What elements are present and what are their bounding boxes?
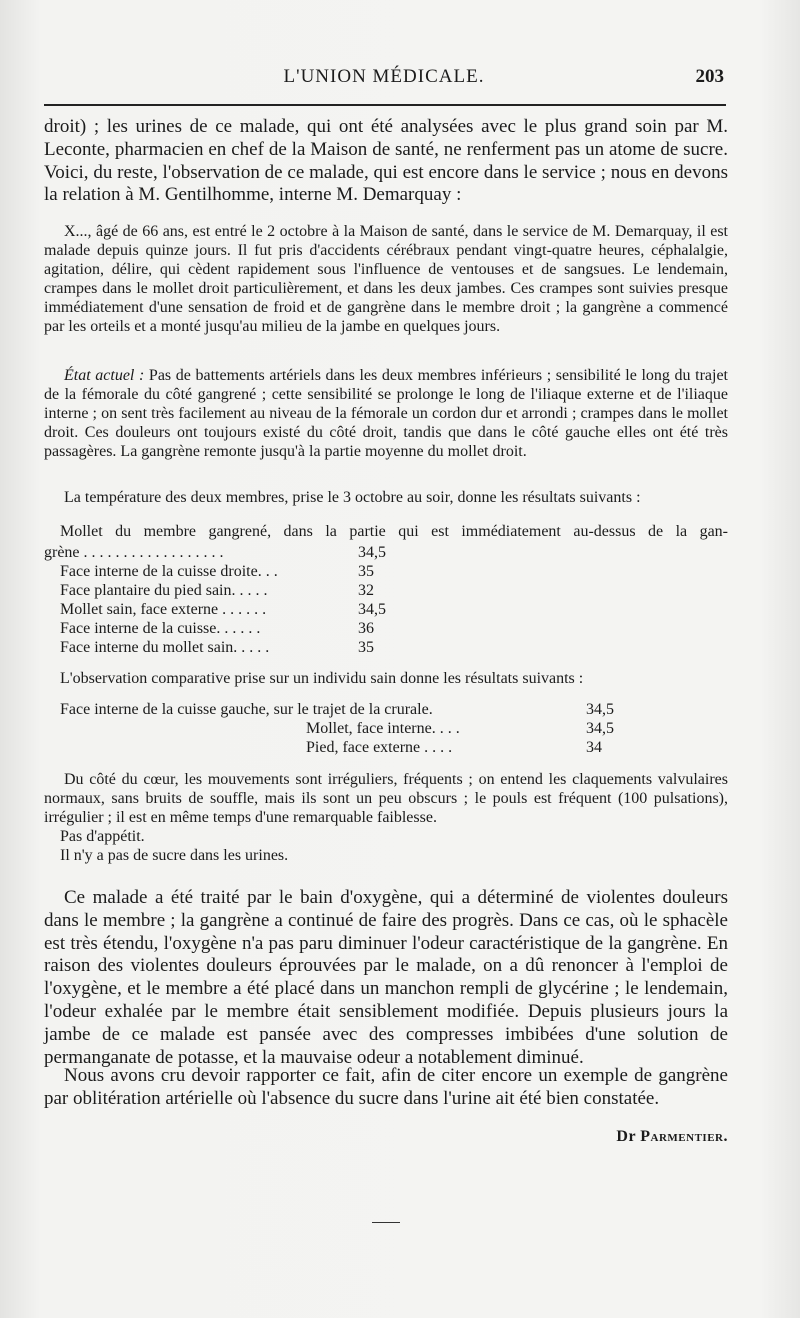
comparative-label-2: Mollet, face interne. . . . [306,720,460,737]
heart-paragraph: Du côté du cœur, les mouvements sont irréguliers, fréquents ; on entend les claquements valvulaires normaux, sans bruits de souffle, mais ils sont un peu obscurs ; le pouls est fréquent (100 pulsations), irrégulier ; il est en même temps d'une remarquable faiblesse. [44,771,728,826]
intro-block [44,116,728,207]
closing-rule [372,1222,400,1223]
measurement-label-3: Face plantaire du pied sain. . . . . [60,582,268,599]
etat-paragraph [44,366,728,461]
measurement-value-4: 34,5 [358,601,386,618]
measurement-value-2: 35 [358,563,374,580]
page-number: 203 [695,66,724,87]
conclusion-block [44,1065,728,1111]
measurement-value-1: 34,5 [358,544,386,561]
intro-paragraph: droit) ; les urines de ce malade, qui ont été analysées avec le plus grand soin par M. Leconte, pharmacien en chef de la Maison de santé, ne renferment pas un atome de sucre. Voici, du reste, l'observation de ce malade, qui est encore dans le service ; nous en devons la relation à M. Gentilhomme, interne M. Demarquay : [44,116,728,206]
appetite-line: Pas d'appétit. [60,828,145,845]
measurement-label-5: Face interne de la cuisse. . . . . . [60,620,261,637]
measurement-value-3: 32 [358,582,374,599]
measurement-label-6: Face interne du mollet sain. . . . . [60,639,270,656]
treatment-block [44,887,728,1069]
signature-prefix: Dr [616,1128,636,1145]
sugar-line: Il n'y a pas de sucre dans les urines. [60,847,289,864]
heart-block [44,770,728,827]
journal-title: L'UNION MÉDICALE. [283,66,485,87]
etat-text: Pas de battements artériels dans les deux membres inférieurs ; sensibilité le long du trajet de la fémorale du côté gangrené ; cette sensibilité se prolonge le long de l'iliaque externe et de l'iliaque interne ; on sent très facilement au niveau de la fémorale un cordon dur et arrondi ; crampes dans le mollet droit. Ces douleurs ont toujours existé du côté droit, tandis que dans le côté gauche elles ont été très passagères. La gangrène remonte jusqu'à la partie moyenne du mollet droit. [44,367,728,460]
temperature-intro: La température des deux membres, prise le 3 octobre au soir, donne les résultats suivants : [64,489,641,506]
treatment-paragraph: Ce malade a été traité par le bain d'oxygène, qui a déterminé de violentes douleurs dans le membre ; la gangrène a continué de faire des progrès. Dans ce cas, où le sphacèle est très étendu, l'oxygène n'a pas paru diminuer l'odeur caractéristique de la gangrène. En raison des violentes douleurs éprouvées par le malade, on a dû renoncer à l'emploi de l'oxygène, et le membre a été placé dans un manchon rempli de glycérine ; le lendemain, l'odeur exhalée par le membre était sensiblement modifiée. Depuis plusieurs jours la jambe de ce malade est pansée avec des compresses imbibées d'une solution de permanganate de potasse, et la mauvaise odeur a notablement diminué. [44,887,728,1068]
comparative-label-1: Face interne de la cuisse gauche, sur le trajet de la crurale. [60,701,433,718]
header-rule [44,104,726,106]
running-header [44,62,724,92]
measurement-label-4: Mollet sain, face externe . . . . . . [60,601,267,618]
comparative-value-1: 34,5 [586,701,614,718]
conclusion-paragraph: Nous avons cru devoir rapporter ce fait, afin de citer encore un exemple de gangrène par oblitération artérielle où l'absence du sucre dans l'urine ait été bien constatée. [44,1065,728,1109]
author-signature [616,1128,728,1146]
measurement-value-6: 35 [358,639,374,656]
measurement-label-1: grène . . . . . . . . . . . . . . . . . . [44,544,224,561]
signature-name: Parmentier. [640,1128,728,1145]
etat-block [44,366,728,461]
measurement-label-2: Face interne de la cuisse droite. . . [60,563,278,580]
comparative-intro: L'observation comparative prise sur un individu sain donne les résultats suivants : [60,670,584,687]
comparative-value-3: 34 [586,739,602,756]
comparative-label-3: Pied, face externe . . . . [306,739,453,756]
case-paragraph: X..., âgé de 66 ans, est entré le 2 octobre à la Maison de santé, dans le service de M. Demarquay, il est malade depuis quinze jours. Il fut pris d'accidents cérébraux pendant vingt-quatre heures, céphalalgie, agitation, délire, qui cèdent rapidement sous l'influence de ventouses et de sangsues. Le lendemain, crampes dans le mollet droit particulièrement, et dans les deux jambes. Ces crampes sont suivies presque immédiatement d'une sensation de froid et de gangrène dans le membre droit ; la gangrène a commencé par les orteils et a monté jusqu'au milieu de la jambe en quelques jours. [44,223,728,335]
temperature-intro-block [44,488,728,507]
etat-label: État actuel : [64,367,145,384]
comparative-value-2: 34,5 [586,720,614,737]
gangrene-line: Mollet du membre gangrené, dans la partie qui est immédiatement au-dessus de la gan- [60,523,728,540]
case-block [44,222,728,336]
measurement-value-5: 36 [358,620,374,637]
